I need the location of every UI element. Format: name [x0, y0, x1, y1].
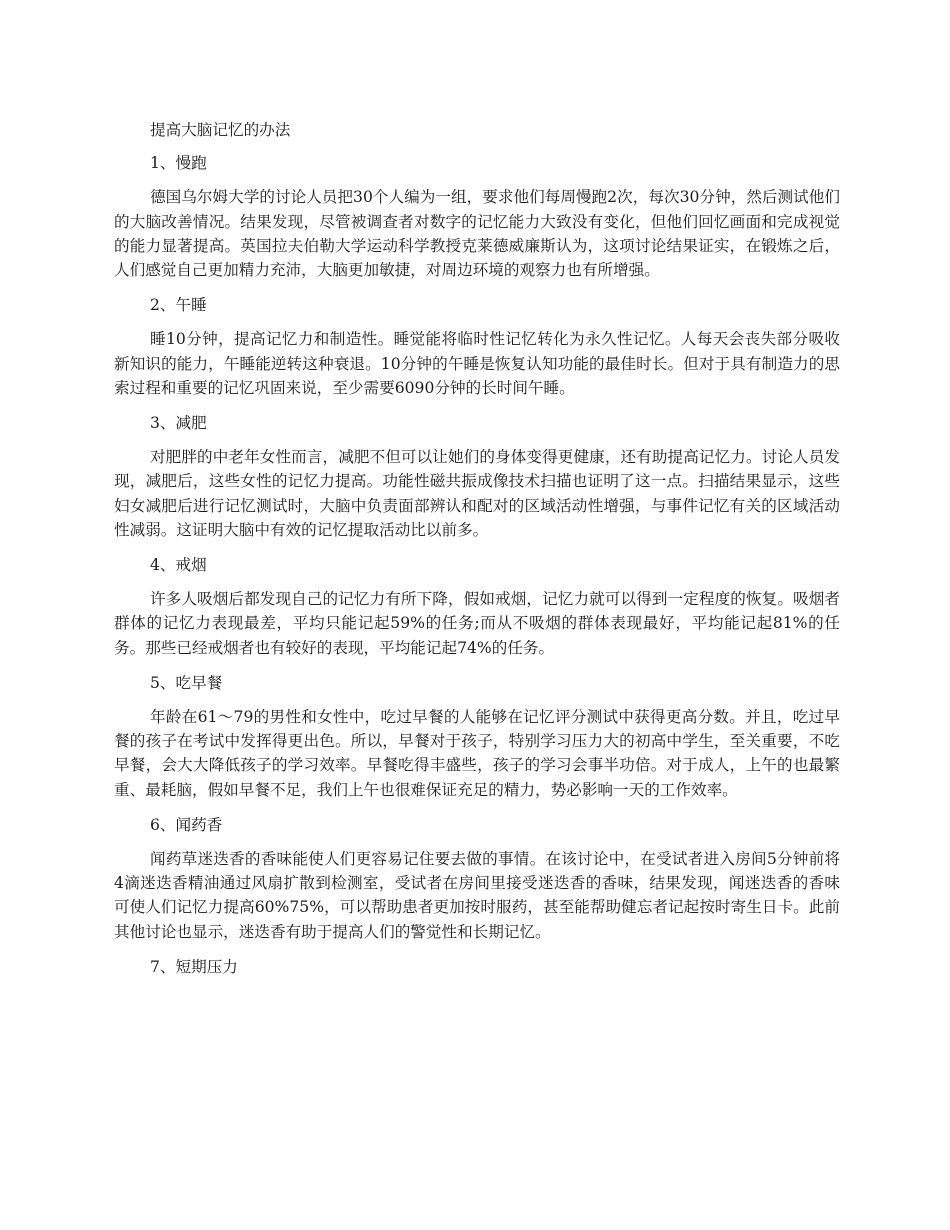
section-body-weight-loss: 对肥胖的中老年女性而言，减肥不但可以让她们的身体变得更健康，还有助提高记忆力。讨论人员发现，减肥后，这些女性的记忆力提高。功能性磁共振成像技术扫描也证明了这一点。扫描结果显示，这些妇女减肥后进行记忆测试时，大脑中负责面部辨认和配对的区域活动性增强，与事件记忆有关的区域活动性减弱。这证明大脑中有效的记忆提取活动比以前多。	[114, 448, 840, 539]
section-body-nap: 睡10分钟，提高记忆力和制造性。睡觉能将临时性记忆转化为永久性记忆。人每天会丧失部分吸收新知识的能力，午睡能逆转这种衰退。10分钟的午睡是恢复认知功能的最佳时长。但对于具有制造力的思索过程和重要的记忆巩固来说，至少需要6090分钟的长时间午睡。	[114, 330, 840, 397]
document-title: 提高大脑记忆的办法	[150, 121, 291, 139]
section-body-breakfast: 年龄在61～79的男性和女性中，吃过早餐的人能够在记忆评分测试中获得更高分数。并且，吃过早餐的孩子在考试中发挥得更出色。所以，早餐对于孩子，特别学习压力大的初高中学生，至关重要，不吃早餐，会大大降低孩子的学习效率。早餐吃得丰盛些，孩子的学习会事半功倍。对于成人，上午的也最繁重、最耗脑，假如早餐不足，我们上午也很难保证充足的精力，势必影响一天的工作效率。	[114, 708, 840, 799]
section-body-herb-scent: 闻药草迷迭香的香味能使人们更容易记住要去做的事情。在该讨论中，在受试者进入房间5分钟前将4滴迷迭香精油通过风扇扩散到检测室，受试者在房间里接受迷迭香的香味，结果发现，闻迷迭香的香味可使人们记忆力提高60%75%，可以帮助患者更加按时服药，甚至能帮助健忘者记起按时寄生日卡。此前其他讨论也显示，迷迭香有助于提高人们的警觉性和长期记忆。	[114, 850, 840, 941]
section-heading-breakfast: 5、吃早餐	[150, 673, 223, 692]
section-heading-weight-loss: 3、减肥	[150, 414, 207, 433]
document-page	[114, 118, 840, 989]
section-heading-short-term-stress: 7、短期压力	[150, 957, 238, 976]
section-heading-quit-smoking: 4、戒烟	[150, 556, 207, 575]
section-body-jogging: 德国乌尔姆大学的讨论人员把30个人编为一组，要求他们每周慢跑2次，每次30分钟，然后测试他们的大脑改善情况。结果发现，尽管被调查者对数字的记忆能力大致没有变化，但他们回忆画面和完成视觉的能力显著提高。英国拉夫伯勒大学运动科学教授克莱德威廉斯认为，这项讨论结果证实，在锻炼之后，人们感觉自己更加精力充沛，大脑更加敏捷，对周边环境的观察力也有所增强。	[114, 188, 840, 280]
section-heading-nap: 2、午睡	[150, 296, 207, 315]
section-heading-jogging: 1、慢跑	[150, 154, 207, 173]
section-body-quit-smoking: 许多人吸烟后都发现自己的记忆力有所下降，假如戒烟，记忆力就可以得到一定程度的恢复。吸烟者群体的记忆力表现最差，平均只能记起59%的任务;而从不吸烟的群体表现最好，平均能记起81%的任务。那些已经戒烟者也有较好的表现，平均能记起74%的任务。	[114, 590, 840, 657]
section-heading-herb-scent: 6、闻药香	[150, 815, 223, 834]
